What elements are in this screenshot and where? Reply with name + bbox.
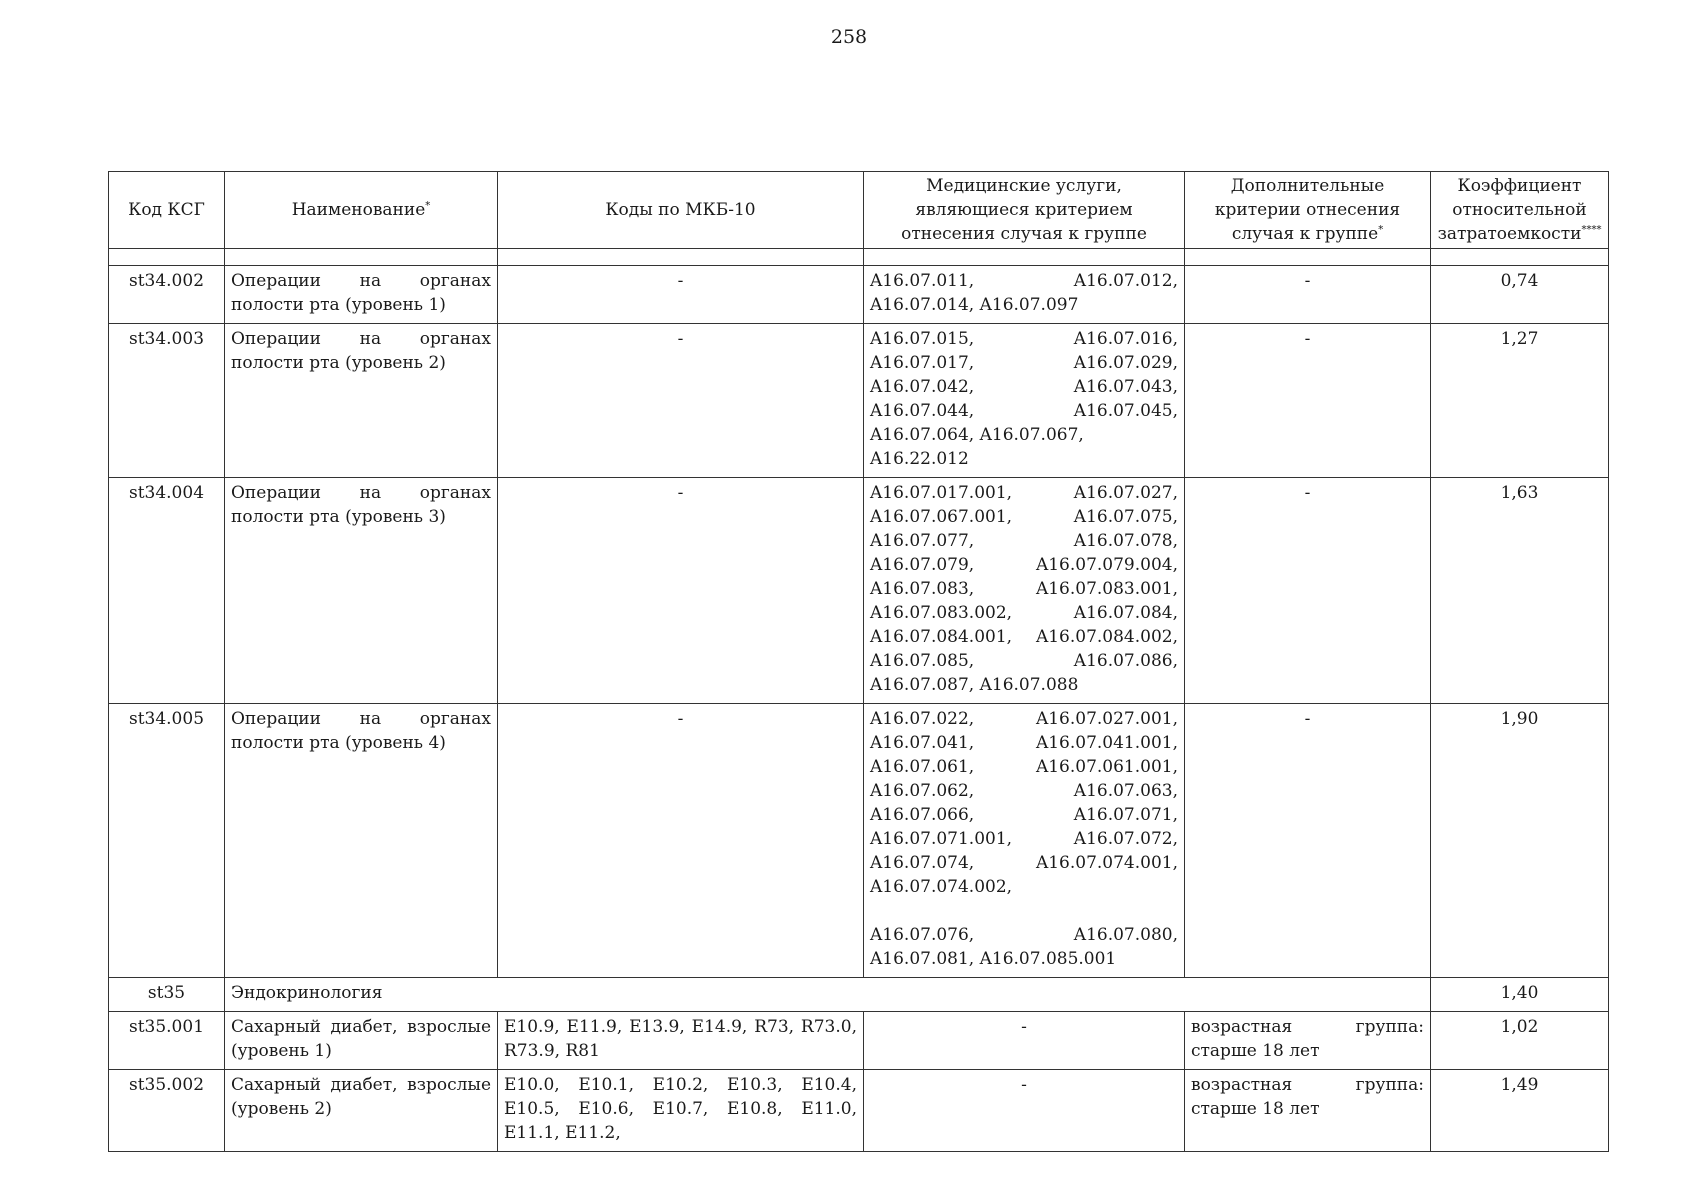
service-code-line: A16.07.014, A16.07.097 <box>870 295 1079 315</box>
service-code-line: A16.07.071.001, A16.07.072, <box>870 829 1178 849</box>
extra-criteria: - <box>1185 266 1431 324</box>
table-row <box>109 1012 1609 1070</box>
service-code-line: A16.07.015, A16.07.016, <box>870 329 1178 349</box>
header-services: Медицинские услуги, являющиеся критерием отнесения случая к группе <box>864 172 1185 249</box>
footnote-mark: **** <box>1581 224 1602 236</box>
footnote-mark: * <box>425 200 431 212</box>
cost-coefficient: 1,27 <box>1431 324 1609 478</box>
service-code-line: A16.07.017, A16.07.029, <box>870 353 1178 373</box>
extra-criteria: - <box>1185 478 1431 704</box>
ksg-name: Операции на органах полости рта (уровень 1) <box>225 266 498 324</box>
header-criteria: Дополнительные критерии отнесения случая к группе* <box>1185 172 1431 249</box>
ksg-name: Операции на органах полости рта (уровень 4) <box>225 704 498 978</box>
table-row <box>109 704 1609 978</box>
cost-coefficient: 0,74 <box>1431 266 1609 324</box>
service-code-line: A16.07.017.001, A16.07.027, <box>870 483 1178 503</box>
header-code: Код КСГ <box>109 172 225 249</box>
ksg-code: st34.005 <box>109 704 225 978</box>
footnote-mark: * <box>1378 224 1384 236</box>
service-code-line: A16.07.022, A16.07.027.001, <box>870 709 1178 729</box>
table-row <box>109 266 1609 324</box>
service-code-line: A16.07.074.002, <box>870 877 1013 897</box>
service-code-line: A16.07.077, A16.07.078, <box>870 531 1178 551</box>
header-coef: Коэффициент относительной затратоемкости**** <box>1431 172 1609 249</box>
service-code-line: A16.07.064, A16.07.067, A16.22.012 <box>870 425 1084 469</box>
service-codes: - <box>864 1070 1185 1152</box>
service-code-line: A16.07.084.001, A16.07.084.002, <box>870 627 1178 647</box>
service-codes: - <box>864 1012 1185 1070</box>
mkb-codes: - <box>498 478 864 704</box>
service-code-line: A16.07.067.001, A16.07.075, <box>870 507 1178 527</box>
header-spacer-row <box>109 249 1609 266</box>
page-number: 258 <box>830 26 868 48</box>
service-code-line: A16.07.061, A16.07.061.001, <box>870 757 1178 777</box>
service-code-line: A16.07.074, A16.07.074.001, <box>870 853 1178 873</box>
ksg-code: st35.002 <box>109 1070 225 1152</box>
extra-criteria: - <box>1185 324 1431 478</box>
ksg-name: Операции на органах полости рта (уровень 3) <box>225 478 498 704</box>
service-code-line: A16.07.081, A16.07.085.001 <box>870 949 1117 969</box>
mkb-codes: E10.9, E11.9, E13.9, E14.9, R73, R73.0, R73.9, R81 <box>498 1012 864 1070</box>
service-code-line: A16.07.085, A16.07.086, <box>870 651 1178 671</box>
cost-coefficient: 1,90 <box>1431 704 1609 978</box>
section-code: st35 <box>109 978 225 1012</box>
ksg-code: st35.001 <box>109 1012 225 1070</box>
cost-coefficient: 1,02 <box>1431 1012 1609 1070</box>
header-name: Наименование* <box>225 172 498 249</box>
service-code-line: A16.07.076, A16.07.080, <box>870 925 1178 945</box>
cost-coefficient: 1,63 <box>1431 478 1609 704</box>
extra-criteria: возрастная группа: старше 18 лет <box>1185 1070 1431 1152</box>
service-code-line: A16.07.083.002, A16.07.084, <box>870 603 1178 623</box>
service-codes <box>864 478 1185 704</box>
service-codes <box>864 266 1185 324</box>
ksg-code: st34.004 <box>109 478 225 704</box>
service-code-line: A16.07.044, A16.07.045, <box>870 401 1178 421</box>
service-code-line: A16.07.062, A16.07.063, <box>870 781 1178 801</box>
table-row <box>109 324 1609 478</box>
service-code-line: A16.07.066, A16.07.071, <box>870 805 1178 825</box>
mkb-codes: E10.0, E10.1, E10.2, E10.3, E10.4, E10.5, E10.6, E10.7, E10.8, E11.0, E11.1, E11.2, <box>498 1070 864 1152</box>
ksg-table <box>108 171 1609 1152</box>
table-row <box>109 1070 1609 1152</box>
table-header-row <box>109 172 1609 249</box>
service-codes <box>864 704 1185 978</box>
service-codes <box>864 324 1185 478</box>
ksg-name: Сахарный диабет, взрослые (уровень 1) <box>225 1012 498 1070</box>
table-row <box>109 478 1609 704</box>
ksg-code: st34.002 <box>109 266 225 324</box>
service-code-line: A16.07.083, A16.07.083.001, <box>870 579 1178 599</box>
ksg-name: Операции на органах полости рта (уровень 2) <box>225 324 498 478</box>
extra-criteria: - <box>1185 704 1431 978</box>
header-mkb: Коды по МКБ-10 <box>498 172 864 249</box>
service-code-line: A16.07.042, A16.07.043, <box>870 377 1178 397</box>
ksg-name: Сахарный диабет, взрослые (уровень 2) <box>225 1070 498 1152</box>
mkb-codes: - <box>498 704 864 978</box>
service-code-line: A16.07.011, A16.07.012, <box>870 271 1178 291</box>
cost-coefficient: 1,49 <box>1431 1070 1609 1152</box>
extra-criteria: возрастная группа: старше 18 лет <box>1185 1012 1431 1070</box>
section-row <box>109 978 1609 1012</box>
section-name: Эндокринология <box>225 978 1431 1012</box>
section-coefficient: 1,40 <box>1431 978 1609 1012</box>
ksg-code: st34.003 <box>109 324 225 478</box>
service-code-line: A16.07.079, A16.07.079.004, <box>870 555 1178 575</box>
mkb-codes: - <box>498 324 864 478</box>
service-code-line: A16.07.041, A16.07.041.001, <box>870 733 1178 753</box>
mkb-codes: - <box>498 266 864 324</box>
service-code-line: A16.07.087, A16.07.088 <box>870 675 1079 695</box>
